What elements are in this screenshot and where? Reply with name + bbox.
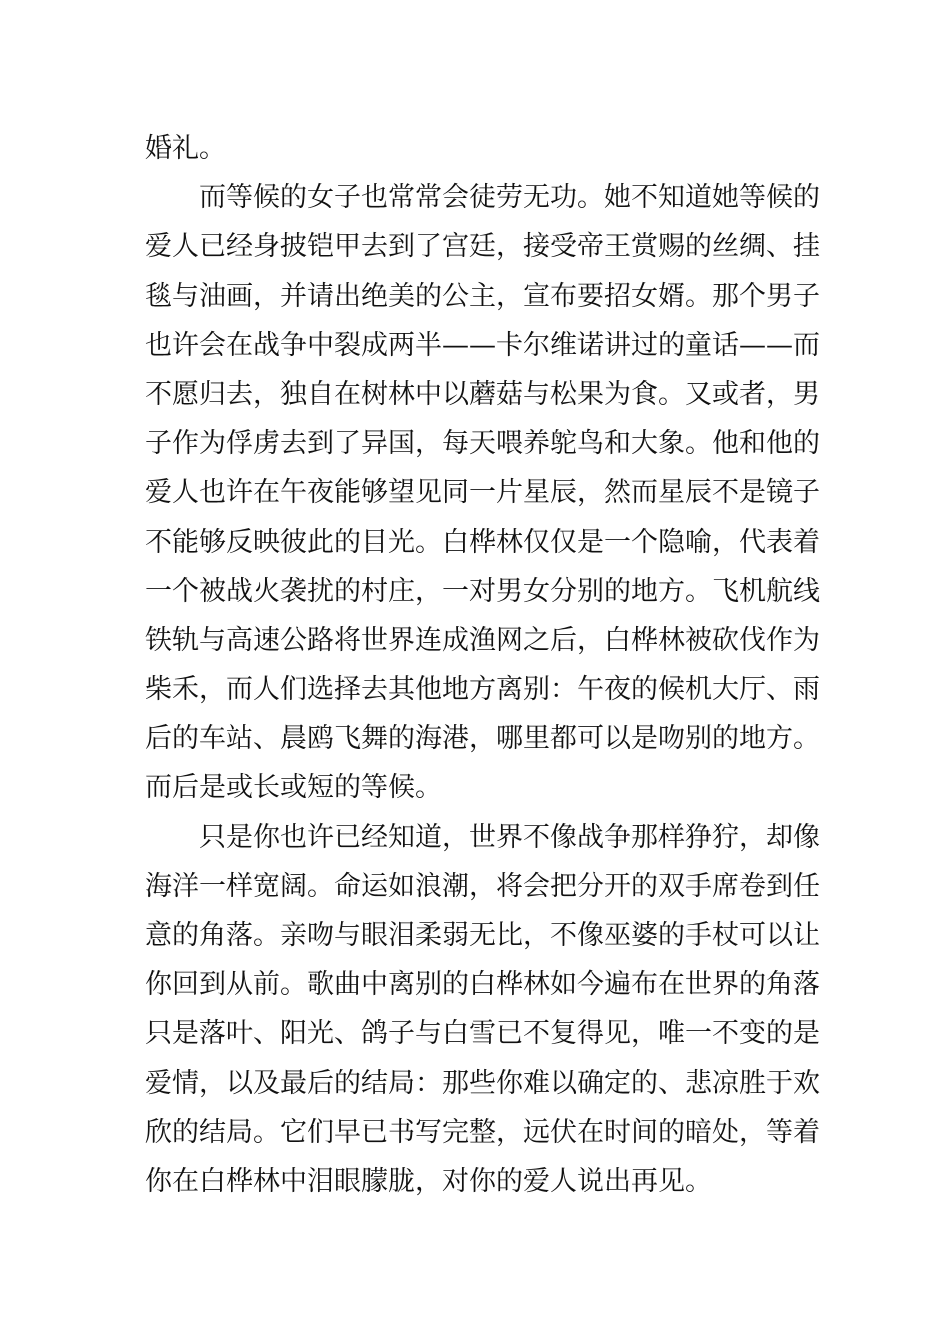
text-line: 你回到从前。歌曲中离别的白桦林如今遍布在世界的角落	[145, 969, 820, 1001]
text-line: 后的车站、晨鸥飞舞的海港，哪里都可以是吻别的地方。	[145, 723, 820, 755]
text-line: 不愿归去，独自在树林中以蘑菇与松果为食。又或者，男	[145, 378, 820, 410]
text-line: 一个被战火袭扰的村庄，一对男女分别的地方。飞机航线	[145, 575, 820, 607]
text-line: 爱人也许在午夜能够望见同一片星辰，然而星辰不是镜子	[145, 477, 820, 509]
text-line: 铁轨与高速公路将世界连成渔网之后，白桦林被砍伐作为	[145, 624, 820, 656]
text-line: 海洋一样宽阔。命运如浪潮，将会把分开的双手席卷到任	[145, 870, 820, 902]
text-line: 也许会在战争中裂成两半——卡尔维诺讲过的童话——而	[145, 329, 820, 361]
text-line: 不能够反映彼此的目光。白桦林仅仅是一个隐喻，代表着	[145, 526, 820, 558]
text-line: 而等候的女子也常常会徒劳无功。她不知道她等候的	[199, 182, 820, 214]
text-line: 你在白桦林中泪眼朦胧，对你的爱人说出再见。	[145, 1165, 712, 1197]
text-line: 爱情，以及最后的结局：那些你难以确定的、悲凉胜于欢	[145, 1067, 820, 1099]
text-line: 子作为俘虏去到了异国，每天喂养鸵鸟和大象。他和他的	[145, 428, 820, 460]
text-line: 意的角落。亲吻与眼泪柔弱无比，不像巫婆的手杖可以让	[145, 920, 820, 951]
text-line: 而后是或长或短的等候。	[145, 772, 442, 804]
text-line: 婚礼。	[145, 133, 226, 164]
text-line: 只是你也许已经知道，世界不像战争那样狰狞，却像	[199, 821, 820, 853]
text-line: 欣的结局。它们早已书写完整，远伏在时间的暗处，等着	[145, 1116, 820, 1148]
text-line: 毯与油画，并请出绝美的公主，宣布要招女婿。那个男子	[145, 280, 820, 312]
body-text	[145, 124, 820, 1206]
text-line: 只是落叶、阳光、鸽子与白雪已不复得见，唯一不变的是	[145, 1018, 820, 1050]
text-line: 柴禾，而人们选择去其他地方离别：午夜的候机大厅、雨	[145, 674, 820, 706]
text-line: 爱人已经身披铠甲去到了宫廷，接受帝王赏赐的丝绸、挂	[145, 231, 820, 263]
